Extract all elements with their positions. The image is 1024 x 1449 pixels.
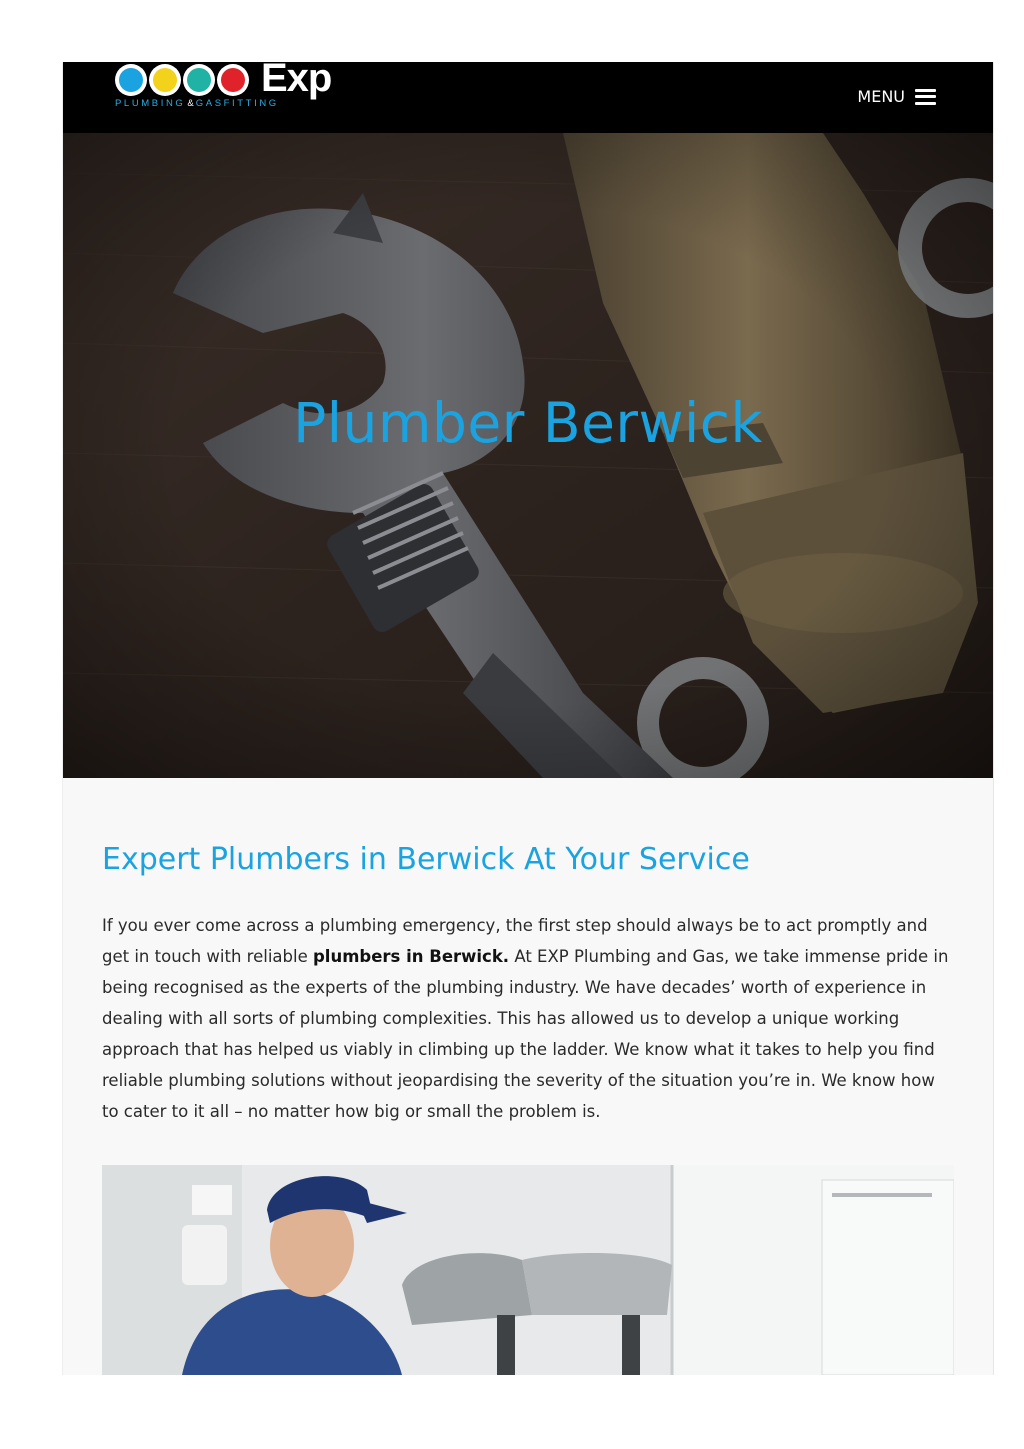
hero-title: Plumber Berwick bbox=[293, 391, 763, 455]
hamburger-icon bbox=[915, 89, 936, 105]
plumber-photo bbox=[102, 1165, 954, 1375]
menu-button[interactable] bbox=[857, 87, 936, 106]
site-logo[interactable] bbox=[115, 62, 350, 108]
intro-keyword: plumbers in Berwick. bbox=[312, 947, 510, 966]
wrench-fitting-image bbox=[63, 133, 993, 778]
intro-paragraph: If you ever come across a plumbing emergency, the first step should always be to act promptly and get in touch with reliable plumbers in Berwick. At EXP Plumbing and Gas, we take immense pride in being recognised as the experts of the plumbing industry. We have decades’ worth of experience in dealing with all sorts of plumbing complexities. This has allowed us to develop a unique working approach that has helped us viably in climbing up the ladder. We know what it takes to help you find reliable plumbing solutions without jeopardising the severity of the situation you’re in. We know how to cater to it all – no matter how big or small the problem is. bbox=[102, 916, 949, 1121]
menu-label: MENU bbox=[857, 87, 905, 106]
logo-tagline: PLUMBING & GASFITTING bbox=[115, 98, 279, 109]
tank-icon bbox=[149, 64, 181, 96]
logo-wordmark: Exp bbox=[261, 62, 332, 100]
hero-banner bbox=[63, 133, 993, 778]
intro-heading: Expert Plumbers in Berwick At Your Service bbox=[102, 842, 750, 877]
intro-section bbox=[102, 842, 954, 1121]
flame-icon bbox=[217, 64, 249, 96]
pipe-icon bbox=[183, 64, 215, 96]
tap-icon bbox=[115, 64, 147, 96]
page-container bbox=[62, 62, 994, 1375]
plumber-under-sink-image bbox=[102, 1165, 954, 1375]
logo-icons bbox=[115, 64, 249, 96]
site-header bbox=[63, 62, 993, 133]
